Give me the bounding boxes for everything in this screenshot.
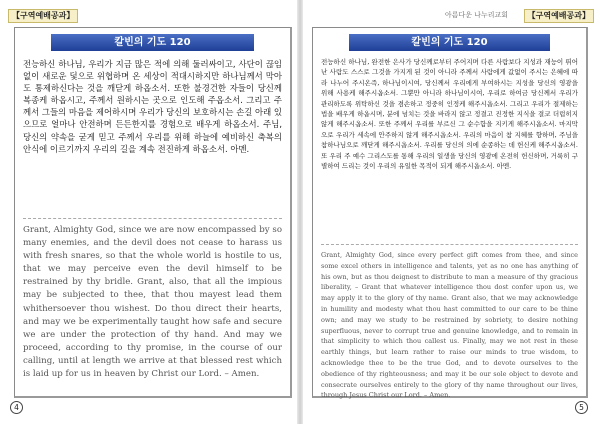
english-prayer-text: Grant, Almighty God, since we are now encompassed by so many enemies, and the devil does not cease to harass us with fresh snares, so that the whole world is hostile to us, that we may perceive even the devil himself to be restrained by thy bridle. Grant, also, that all the impious may be subjected to thee, that thou mayest lead them whithersoever thou wishest. Do thou direct their hearts, and may we be experimentally taught how safe and secure we are under the protection of thy hand. And may we proceed, according to thy promise, in the course of our calling, until at length we arrive at that blessed rest which is laid up for us in heaven by Christ our Lord. – Amen. bbox=[23, 225, 282, 380]
prayer-frame bbox=[312, 27, 588, 398]
page-number: 4 bbox=[10, 401, 23, 414]
prayer-title: 칼빈의 기도 120 bbox=[51, 34, 254, 51]
korean-prayer-text: 전능하신 하나님, 우리가 지금 많은 적에 의해 둘러싸이고, 사단이 끊임없이 새로운 덫으로 위협하며 온 세상이 적대시하지만 하나님께서 막아도 통제하신다는 것을 깨닫게 하옵소서. 또한 불경건한 자들이 당신께 복종케 하옵시고, 주께서 원하시는 곳으로 인도해 주옵소서. 그리고 주께서 그들의 마음을 제어하시며 우리가 당신의 보호하시는 손길 아래 있으므로 얼마나 안전하며 든든한지를 경험으로 배우게 하옵소서. 주님, 당신의 약속을 굳게 믿고 주께서 우리를 위해 하늘에 예비하신 축복의 안식에 이르기까지 우리의 길을 계속 전진하게 하옵소서. 아멘. bbox=[23, 59, 282, 154]
right-page bbox=[302, 0, 600, 424]
section-tag: 【구역예배공과】 bbox=[524, 9, 594, 23]
divider bbox=[321, 244, 578, 246]
church-name: 아름다운 나누리교회 bbox=[444, 11, 508, 19]
divider bbox=[23, 218, 282, 220]
prayer-title: 칼빈의 기도 120 bbox=[349, 34, 550, 51]
left-page bbox=[0, 0, 298, 424]
prayer-frame bbox=[14, 27, 292, 398]
section-tag: 【구역예배공과】 bbox=[8, 9, 78, 23]
korean-prayer-text: 전능하신 하나님, 완전한 은사가 당신께로부터 주어지며 다른 사람보다 지성과 재능이 뛰어난 사람도 스스로 그것을 가지게 된 것이 아니라 주께서 사람에게 값없이 주시는 은혜에 따라 나누어 주시온즉, 하나님이시여, 당신께서 우리에게 부여하시는 지성을 당신의 영광을 위해 사용케 해주시옵소서. 그뿐만 아니라 하나님이시여, 우리로 하여금 당신께서 우리가 관리하도록 위탁하신 것을 겸손하고 정중히 인정케 해주시옵소서. 그리고 우리가 절제하는 법을 배우게 하옵시며, 분에 넘치는 것을 바라지 않고 정결고 진정한 지식을 결코 더럽히지 않게 해주시옵소서. 또한 주께서 우리를 부르신 그 순수함을 지키게 해주시옵소서. 마지막으로 우리가 세속에 안주하지 않게 해주시옵소서. 우리의 마음이 참 지혜를 향하며, 주님을 참하나님으로 깨닫게 해주시옵소서. 우리를 당신의 의에 순종하는 데 헌신케 해주시옵소서. 또 우리 주 예수 그리스도를 통해 우리의 일생을 당신의 영광에 온전히 헌신하며, 거룩히 구별하여 드리는 것이 우리의 유일한 목적이 되게 해주시옵소서. 아멘. bbox=[321, 58, 578, 171]
page-number: 5 bbox=[575, 401, 588, 414]
english-prayer-text: Grant, Almighty God, since every perfect gift comes from thee, and since some excel others in intelligence and talents, yet as no one has anything of his own, but as thou deignest to distribute to man a measure of thy gracious liberality, – Grant that whatever intelligence thou dost confer upon us, we may apply it to the glory of thy name. Grant also, that we may acknowledge in humility and modesty what thou hast committed to our care to be thine own; and may we study to be restrained by sobriety, to desire nothing superfluous, never to corrupt true and genuine knowledge, and to remain in that simplicity to which thou callest us. Finally, may we not rest in these earthly things, but learn rather to raise our minds to true wisdom, to acknowledge thee to be the true God, and to devote ourselves to the obedience of thy righteousness; and may it be our sole object to devote and consecrate ourselves entirely to the glory of thy name throughout our lives, through Jesus Christ our Lord. – Amen. bbox=[321, 251, 578, 400]
